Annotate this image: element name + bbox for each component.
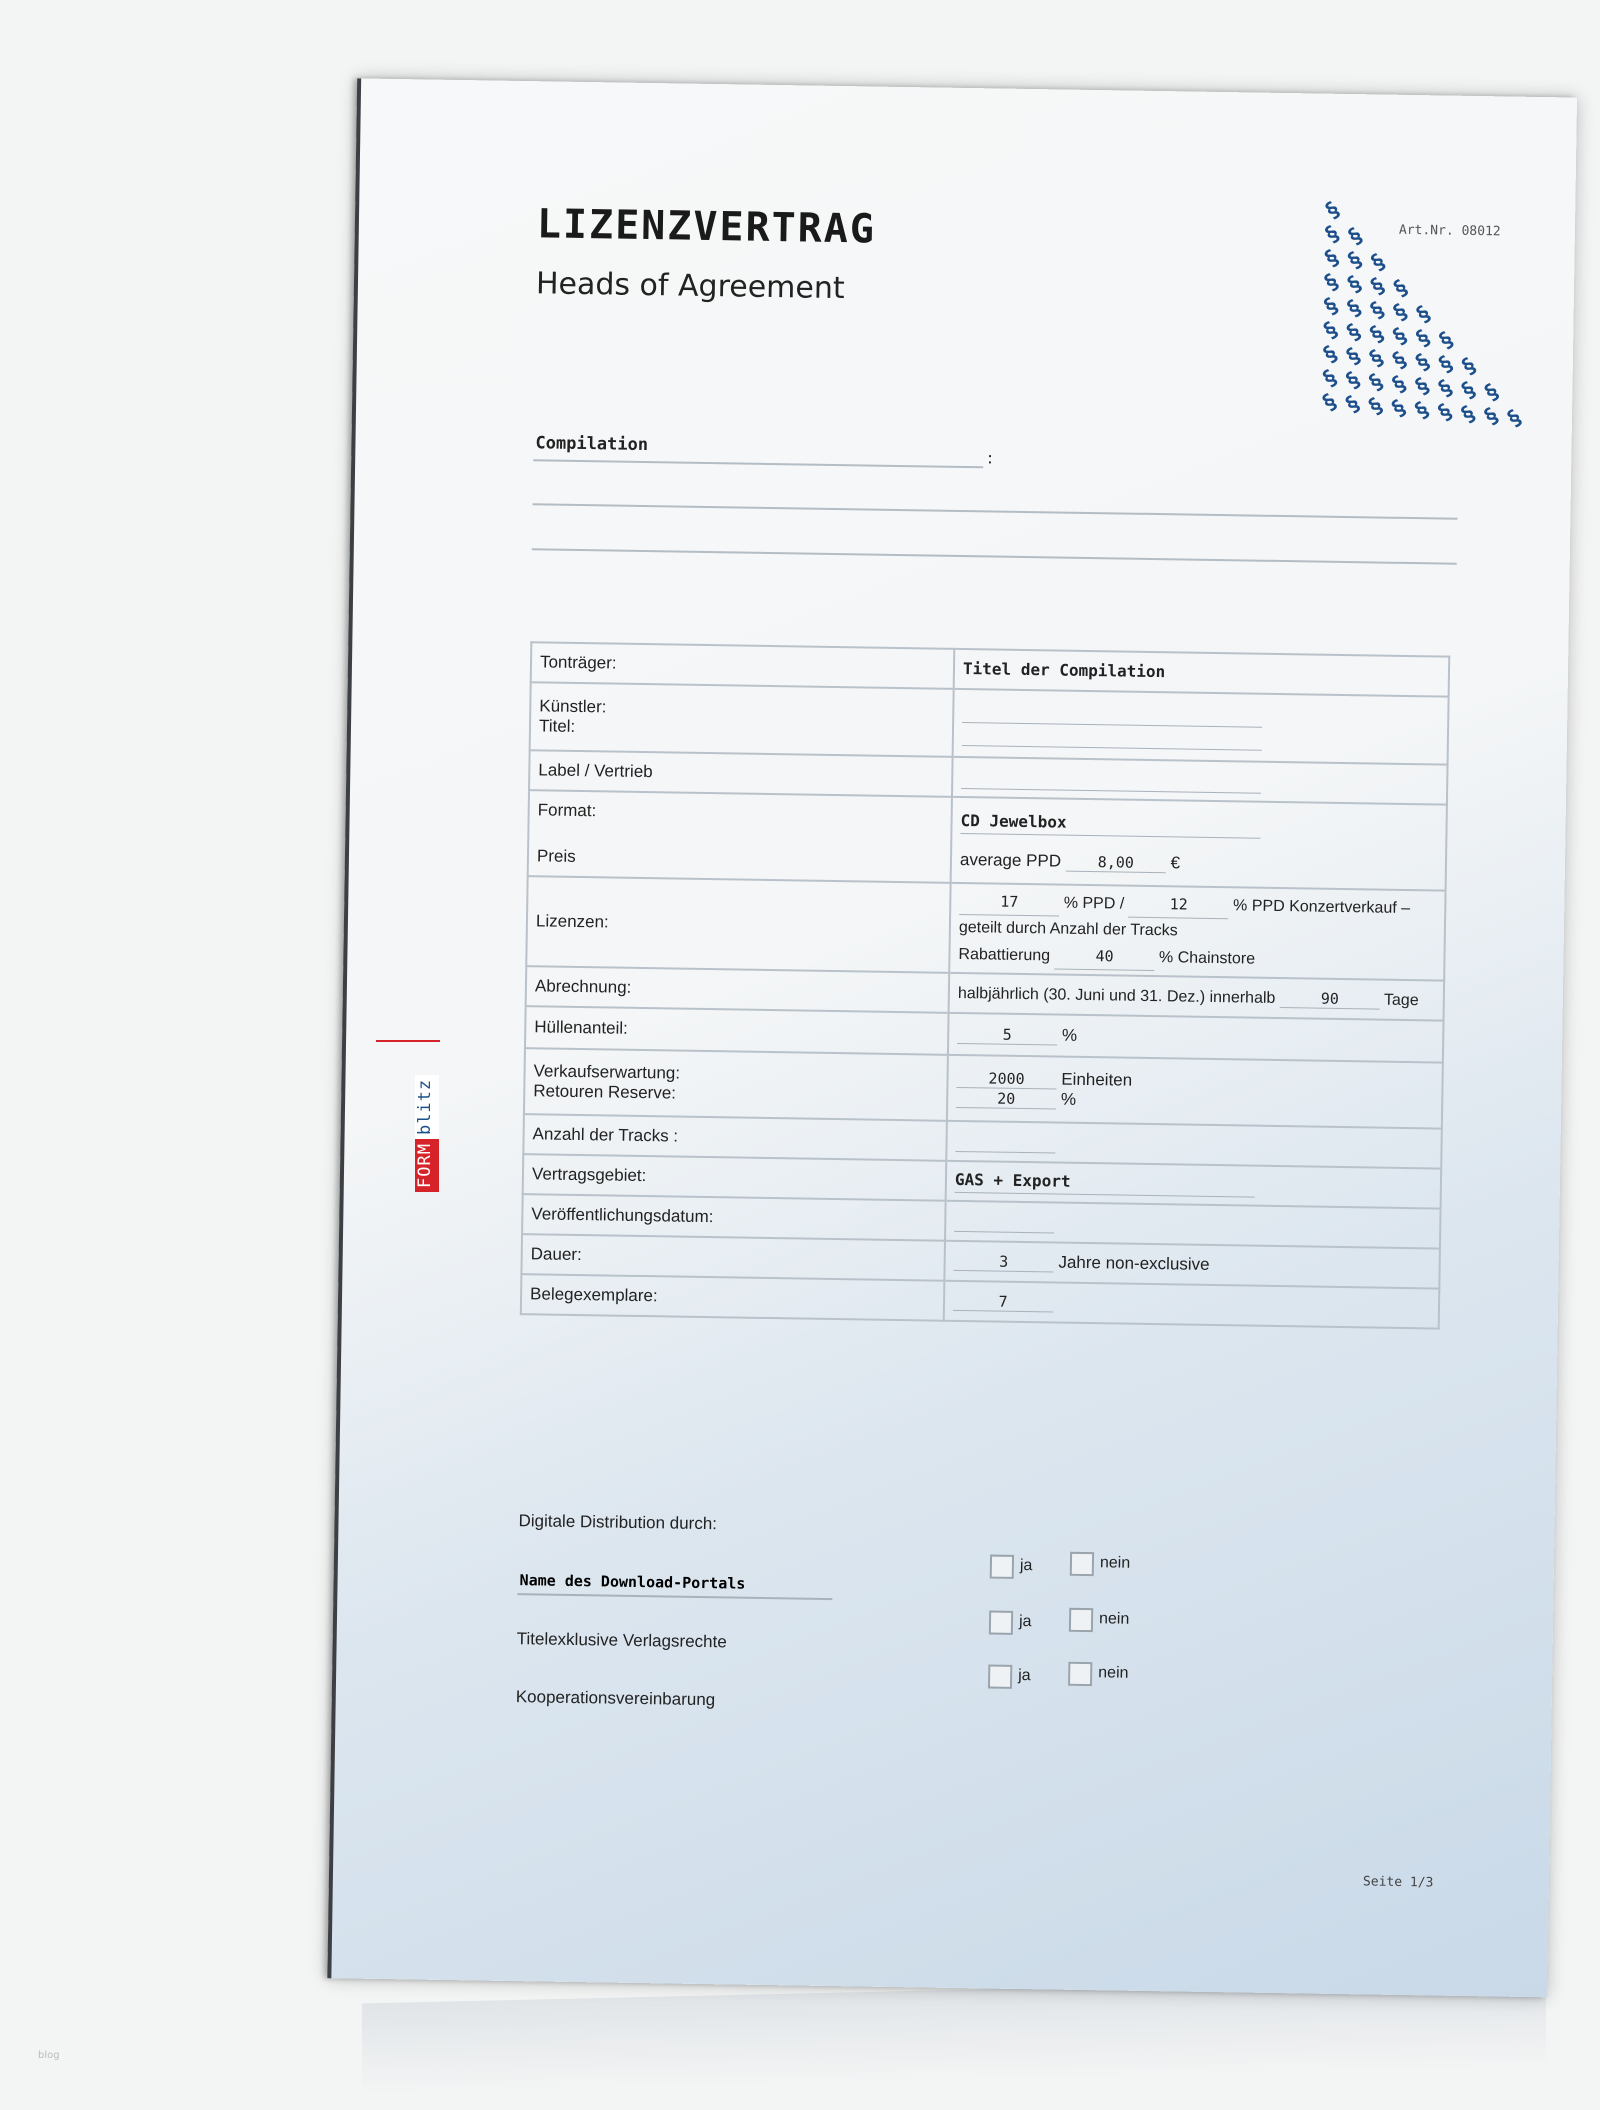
lizenzen-konzert-text: % PPD Konzertverkauf – bbox=[1232, 897, 1411, 918]
brand-part-blitz: blitz bbox=[415, 1075, 439, 1139]
paragraph-sign-glyph: § bbox=[1320, 196, 1346, 225]
paragraph-sign-glyph: § bbox=[1410, 372, 1436, 401]
row3-yes-checkbox[interactable] bbox=[988, 1665, 1012, 1689]
paragraph-sign-glyph: § bbox=[1387, 322, 1413, 351]
titel-field[interactable] bbox=[962, 723, 1262, 751]
paragraph-sign-glyph: § bbox=[1456, 400, 1482, 429]
lizenzen-konzert-field[interactable]: 12 bbox=[1128, 891, 1228, 920]
verkauf-field[interactable]: 2000 bbox=[956, 1069, 1056, 1090]
brand-part-form: FORM bbox=[415, 1139, 439, 1192]
kooperation-label: Kooperationsvereinbarung bbox=[515, 1687, 716, 1710]
blank-line-2[interactable] bbox=[532, 548, 1457, 565]
lizenzen-cell bbox=[949, 883, 1445, 981]
retouren-unit: % bbox=[1060, 1089, 1077, 1109]
preis-unit: € bbox=[1170, 852, 1181, 872]
paragraph-sign-glyph: § bbox=[1409, 396, 1435, 425]
lizenzen-label: Lizenzen: bbox=[526, 876, 950, 973]
abrechnung-prefix: halbjährlich (30. Juni und 31. Dez.) innerhalb bbox=[957, 984, 1276, 1007]
row3-yes-label: ja bbox=[1018, 1666, 1031, 1685]
download-portal-name[interactable]: Name des Download-Portals bbox=[519, 1571, 746, 1593]
paragraph-sign-glyph: § bbox=[1364, 368, 1390, 397]
preis-prefix: average PPD bbox=[959, 849, 1062, 871]
datum-label: Veröffentlichungsdatum: bbox=[522, 1194, 946, 1241]
paragraph-sign-glyph: § bbox=[1318, 316, 1344, 345]
beleg-cell bbox=[944, 1281, 1440, 1329]
paragraph-sign-glyph: § bbox=[1410, 348, 1436, 377]
kuenstler-titel-fields bbox=[953, 689, 1449, 765]
paragraph-sign-glyph: § bbox=[1387, 346, 1413, 375]
compilation-colon: : bbox=[987, 448, 993, 468]
label-vertrieb-label: Label / Vertrieb bbox=[529, 750, 953, 797]
paragraph-sign-glyph: § bbox=[1386, 394, 1412, 423]
formblitz-logo bbox=[415, 1040, 439, 1192]
digital-distribution-heading: Digitale Distribution durch: bbox=[518, 1511, 718, 1534]
row3-no-checkbox[interactable] bbox=[1068, 1662, 1092, 1686]
rabatt-field[interactable]: 40 bbox=[1054, 942, 1154, 971]
dauer-field[interactable]: 3 bbox=[954, 1252, 1054, 1273]
paragraph-sign-glyph: § bbox=[1456, 376, 1482, 405]
table-row bbox=[526, 876, 1445, 980]
verkauf-label: Verkaufserwartung: bbox=[533, 1061, 681, 1083]
tracks-label: Anzahl der Tracks : bbox=[523, 1114, 947, 1161]
paragraph-sign-glyph: § bbox=[1318, 292, 1344, 321]
retouren-field[interactable]: 20 bbox=[956, 1089, 1056, 1110]
row2-yes-label: ja bbox=[1018, 1612, 1032, 1631]
paragraph-sign-glyph: § bbox=[1341, 318, 1367, 347]
article-number: Art.Nr. 08012 bbox=[1398, 222, 1501, 240]
format-preis-values bbox=[951, 797, 1447, 891]
paragraph-sign-glyph: § bbox=[1479, 402, 1505, 431]
huellen-unit: % bbox=[1061, 1025, 1078, 1045]
paragraph-sign-glyph: § bbox=[1387, 370, 1413, 399]
paragraph-sign-glyph: § bbox=[1456, 352, 1482, 381]
verkauf-retouren-values bbox=[947, 1055, 1443, 1129]
document-title: LIZENZVERTRAG bbox=[536, 201, 877, 253]
paragraph-sign-glyph: § bbox=[1411, 300, 1437, 329]
paragraph-sign-glyph: § bbox=[1317, 364, 1343, 393]
paragraph-sign-glyph: § bbox=[1320, 220, 1346, 249]
document-subtitle: Heads of Agreement bbox=[535, 266, 845, 307]
dauer-text: Jahre non-exclusive bbox=[1058, 1252, 1210, 1274]
beleg-label: Belegexemplare: bbox=[521, 1274, 945, 1321]
row3-no-label: nein bbox=[1098, 1664, 1129, 1682]
paragraph-sign-glyph: § bbox=[1433, 398, 1458, 427]
abrechnung-label: Abrechnung: bbox=[526, 966, 950, 1013]
paragraph-sign-glyph: § bbox=[1364, 344, 1390, 373]
paragraph-sign-glyph: § bbox=[1364, 320, 1390, 349]
watermark-text: blog bbox=[38, 2050, 60, 2061]
document-page bbox=[327, 78, 1577, 1997]
paragraph-sign-glyph: § bbox=[1319, 268, 1345, 297]
paragraph-sign-glyph: § bbox=[1342, 270, 1368, 299]
row1-no-checkbox[interactable] bbox=[1070, 1552, 1094, 1576]
paragraph-sign-glyph: § bbox=[1342, 246, 1368, 275]
blank-line-1[interactable] bbox=[533, 503, 1458, 520]
paragraph-sign-glyph: § bbox=[1411, 324, 1437, 353]
row1-no-label: nein bbox=[1099, 1554, 1131, 1572]
titel-label: Titel: bbox=[538, 716, 576, 736]
paragraph-sign-glyph: § bbox=[1365, 248, 1391, 277]
paragraph-sign-glyph: § bbox=[1433, 350, 1459, 379]
compilation-field-line[interactable] bbox=[533, 459, 983, 468]
download-portal-line bbox=[517, 1593, 832, 1600]
tontraeger-label: Tonträger: bbox=[531, 642, 955, 689]
paragraph-sign-glyph: § bbox=[1434, 326, 1460, 355]
retouren-label: Retouren Reserve: bbox=[533, 1081, 677, 1103]
paragraph-sign-glyph: § bbox=[1388, 298, 1414, 327]
formblitz-logo-text bbox=[415, 1040, 439, 1192]
paragraph-sign-glyph: § bbox=[1319, 244, 1345, 273]
tontraeger-value[interactable]: Titel der Compilation bbox=[962, 659, 1166, 682]
paragraph-sign-glyph: § bbox=[1318, 340, 1344, 369]
paragraph-sign-glyph: § bbox=[1388, 274, 1414, 303]
paragraph-sign-glyph: § bbox=[1341, 342, 1367, 371]
compilation-label: Compilation bbox=[535, 433, 649, 456]
paragraph-sign-glyph: § bbox=[1365, 272, 1391, 301]
label-vertrieb-field[interactable] bbox=[961, 765, 1261, 793]
lizenzen-ppd-field[interactable]: 17 bbox=[959, 888, 1059, 917]
paragraph-sign-glyph: § bbox=[1433, 374, 1459, 403]
gebiet-field[interactable]: GAS + Export bbox=[955, 1169, 1255, 1197]
tracks-field[interactable] bbox=[955, 1130, 1055, 1153]
format-preis-cell bbox=[528, 790, 952, 883]
row1-yes-label: ja bbox=[1019, 1557, 1033, 1575]
abrechnung-unit: Tage bbox=[1383, 991, 1419, 1009]
paragraph-sign-glyph: § bbox=[1342, 294, 1368, 323]
paragraph-sign-glyph: § bbox=[1479, 378, 1505, 407]
rabatt-text: % Chainstore bbox=[1158, 949, 1256, 968]
abrechnung-field[interactable]: 90 bbox=[1280, 989, 1380, 1010]
lizenzen-ppd-text: % PPD / bbox=[1063, 894, 1125, 913]
gebiet-label: Vertragsgebiet: bbox=[523, 1154, 947, 1201]
paragraph-sign-glyph: § bbox=[1365, 296, 1391, 325]
rabatt-prefix: Rabattierung bbox=[958, 945, 1051, 965]
preis-label: Preis bbox=[536, 846, 576, 866]
kuenstler-titel-cell bbox=[530, 682, 954, 757]
paragraph-sign-glyph: § bbox=[1502, 404, 1528, 433]
kuenstler-label: Künstler: bbox=[539, 696, 607, 717]
titelexklusive-label: Titelexklusive Verlagsrechte bbox=[516, 1629, 727, 1652]
lizenzen-tracks-text: geteilt durch Anzahl der Tracks bbox=[958, 918, 1178, 940]
huellen-label: Hüllenanteil: bbox=[525, 1006, 949, 1055]
row2-no-checkbox[interactable] bbox=[1069, 1608, 1093, 1632]
preis-field[interactable]: 8,00 bbox=[1066, 852, 1166, 873]
paragraph-sign-glyph: § bbox=[1317, 388, 1343, 417]
huellen-field[interactable]: 5 bbox=[957, 1025, 1057, 1046]
paragraph-sign-glyph: § bbox=[1363, 392, 1389, 421]
preis-line bbox=[960, 849, 1437, 876]
verkauf-unit: Einheiten bbox=[1061, 1069, 1133, 1090]
format-label: Format: bbox=[537, 800, 597, 821]
paragraph-sign-glyph: § bbox=[1340, 366, 1366, 395]
dauer-label: Dauer: bbox=[521, 1234, 945, 1281]
paragraph-sign-glyph: § bbox=[1340, 390, 1366, 419]
beleg-field[interactable]: 7 bbox=[953, 1292, 1053, 1313]
format-field[interactable]: CD Jewelbox bbox=[960, 810, 1260, 838]
verkauf-retouren-cell bbox=[524, 1048, 948, 1121]
table-row bbox=[528, 790, 1447, 890]
page-number: Seite 1/3 bbox=[1362, 1874, 1434, 1891]
datum-field[interactable] bbox=[954, 1210, 1054, 1233]
paragraph-sign-glyph: § bbox=[1343, 222, 1369, 251]
row2-yes-checkbox[interactable] bbox=[989, 1611, 1013, 1635]
license-terms-table bbox=[520, 641, 1450, 1329]
row1-yes-checkbox[interactable] bbox=[990, 1555, 1014, 1579]
row2-no-label: nein bbox=[1098, 1610, 1130, 1628]
